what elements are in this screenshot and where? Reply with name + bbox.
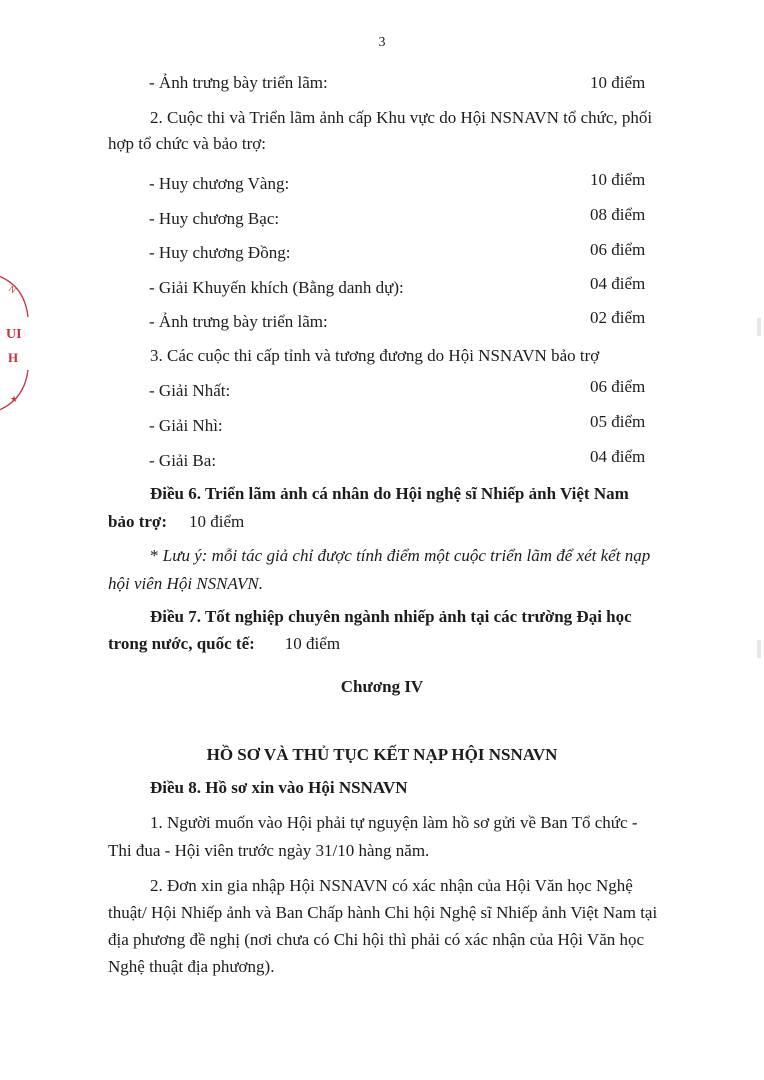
stamp-letter-n: N <box>6 283 18 296</box>
points-value: 05 điểm <box>590 412 646 431</box>
note-asterisk: * <box>150 546 163 565</box>
paragraph-line: hợp tổ chức và bảo trợ: <box>108 134 266 153</box>
paragraph-line: 3. Các cuộc thi cấp tỉnh và tương đương do Hội NSNAVN bảo trợ <box>150 346 600 365</box>
note-line <box>150 546 650 566</box>
list-item: - Ảnh trưng bày triển lãm: <box>149 73 328 92</box>
points-value: 06 điểm <box>590 377 646 396</box>
stamp-letter-h: H <box>8 350 19 365</box>
note-text: Lưu ý: mỗi tác giả chỉ được tính điểm một cuộc triển lãm để xét kết nạp <box>162 546 651 565</box>
article-6-label: bảo trợ: <box>108 512 167 531</box>
article-8-heading: Điều 8. Hồ sơ xin vào Hội NSNAVN <box>150 778 408 797</box>
list-item: - Giải Nhất: <box>149 381 231 400</box>
paragraph-line: Nghệ thuật địa phương). <box>108 957 275 976</box>
points-value: 06 điểm <box>590 240 646 259</box>
paragraph-line: thuật/ Hội Nhiếp ảnh và Ban Chấp hành Chi hội Nghệ sĩ Nhiếp ảnh Việt Nam tại <box>108 903 658 922</box>
note-line: hội viên Hội NSNAVN. <box>108 574 263 593</box>
list-item: - Giải Ba: <box>149 451 217 470</box>
points-value: 08 điểm <box>590 205 646 224</box>
stamp-letter-ui: UI <box>6 327 22 342</box>
points-value: 10 điểm <box>189 512 245 531</box>
stamp-star: ★ <box>10 395 19 405</box>
points-value: 04 điểm <box>590 274 646 293</box>
article-6-continuation <box>108 512 244 532</box>
points-value: 10 điểm <box>590 170 646 189</box>
list-item: - Huy chương Vàng: <box>149 174 290 193</box>
list-item: - Huy chương Bạc: <box>149 209 280 228</box>
list-item: - Giải Nhì: <box>149 416 223 435</box>
paragraph-line: 1. Người muốn vào Hội phải tự nguyện làm hồ sơ gửi về Ban Tổ chức - <box>150 813 638 832</box>
paragraph-line: địa phương đề nghị (nơi chưa có Chi hội thì phải có xác nhận của Hội Văn học <box>108 930 645 949</box>
points-value: 02 điểm <box>590 308 646 327</box>
points-value: 10 điểm <box>284 634 341 653</box>
paragraph-line: 2. Cuộc thi và Triển lãm ảnh cấp Khu vực do Hội NSNAVN tổ chức, phối <box>150 108 653 127</box>
list-item: - Ảnh trưng bày triển lãm: <box>149 312 328 331</box>
paragraph-line: Thi đua - Hội viên trước ngày 31/10 hàng năm. <box>108 841 430 860</box>
points-value: 04 điểm <box>590 447 646 466</box>
article-7-label: trong nước, quốc tế: <box>108 634 255 653</box>
list-item: - Giải Khuyến khích (Bằng danh dự): <box>149 278 404 297</box>
article-7-heading: Điều 7. Tốt nghiệp chuyên ngành nhiếp ảnh tại các trường Đại học <box>150 607 632 626</box>
chapter-heading: HỒ SƠ VÀ THỦ TỤC KẾT NẠP HỘI NSNAVN <box>206 745 558 764</box>
paragraph-line: 2. Đơn xin gia nhập Hội NSNAVN có xác nhận của Hội Văn học Nghệ <box>150 876 633 895</box>
scan-edge-mark <box>757 318 761 336</box>
page-number: 3 <box>378 35 386 50</box>
article-7-continuation <box>108 634 340 654</box>
stamp-seal <box>0 262 34 422</box>
points-value: 10 điểm <box>590 73 646 92</box>
list-item: - Huy chương Đồng: <box>149 243 291 262</box>
article-6-heading: Điều 6. Triển lãm ảnh cá nhân do Hội nghệ sĩ Nhiếp ảnh Việt Nam <box>150 484 629 503</box>
scan-edge-mark <box>757 640 761 658</box>
chapter-title: Chương IV <box>340 677 424 696</box>
